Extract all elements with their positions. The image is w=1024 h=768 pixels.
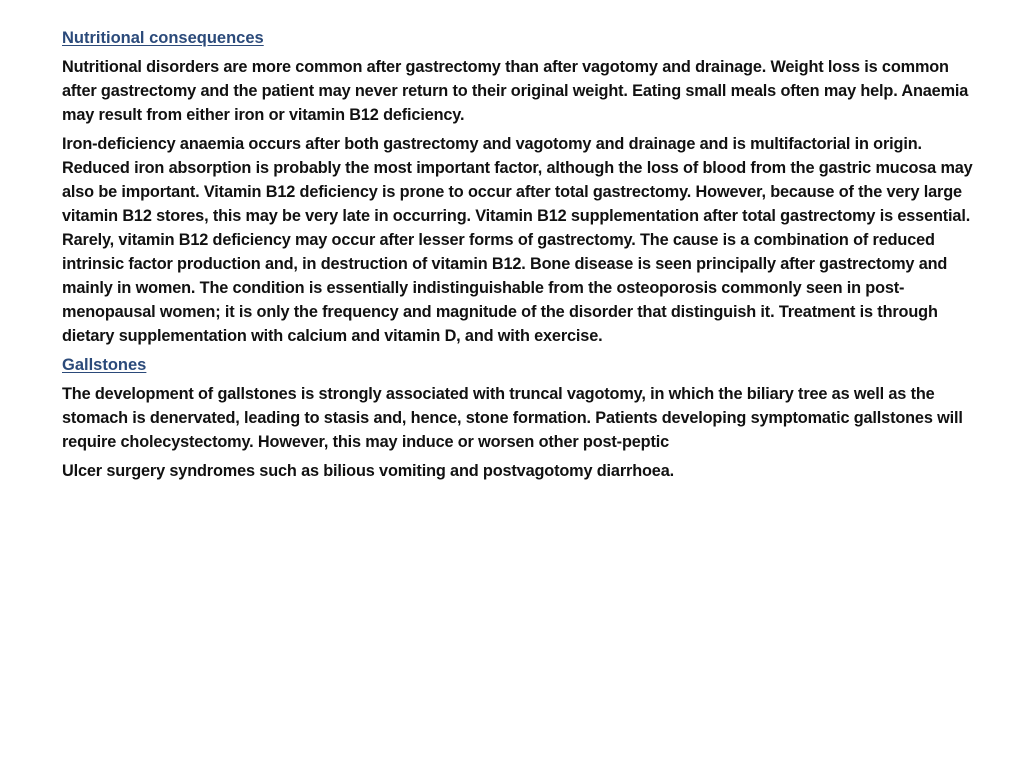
section-heading-gallstones: Gallstones — [62, 356, 147, 374]
section-heading-nutritional-consequences: Nutritional consequences — [62, 29, 264, 47]
paragraph-ulcer-surgery-syndromes: Ulcer surgery syndromes such as bilious vomiting and postvagotomy diarrhoea. — [62, 462, 674, 480]
paragraph-nutritional-disorders: Nutritional disorders are more common after gastrectomy than after vagotomy and drainage. Weight loss is common after gastrectomy and the patient may never return to their original weight. Eating small meals often may help. Anaemia may result from either iron or vitamin B12 deficiency. — [62, 58, 969, 124]
slide-content — [62, 26, 974, 488]
paragraph-iron-deficiency: Iron-deficiency anaemia occurs after both gastrectomy and vagotomy and drainage and is multifactorial in origin. Reduced iron absorption is probably the most important factor, although the loss of blood from the gastric mucosa may also be important. Vitamin B12 deficiency is prone to occur after total gastrectomy. However, because of the very large vitamin B12 stores, this may be very late in occurring. Vitamin B12 supplementation after total gastrectomy is essential. Rarely, vitamin B12 deficiency may occur after lesser forms of gastrectomy. The cause is a combination of reduced intrinsic factor production and, in destruction of vitamin B12. Bone disease is seen principally after gastrectomy and mainly in women. The condition is essentially indistinguishable from the osteoporosis commonly seen in post-menopausal women; it is only the frequency and magnitude of the disorder that distinguish it. Treatment is through dietary supplementation with calcium and vitamin D, and with exercise. — [62, 135, 973, 345]
paragraph-gallstones-development: The development of gallstones is strongly associated with truncal vagotomy, in which the biliary tree as well as the stomach is denervated, leading to stasis and, hence, stone formation. Patients developing symptomatic gallstones will require cholecystectomy. However, this may induce or worsen other post-peptic — [62, 385, 963, 451]
